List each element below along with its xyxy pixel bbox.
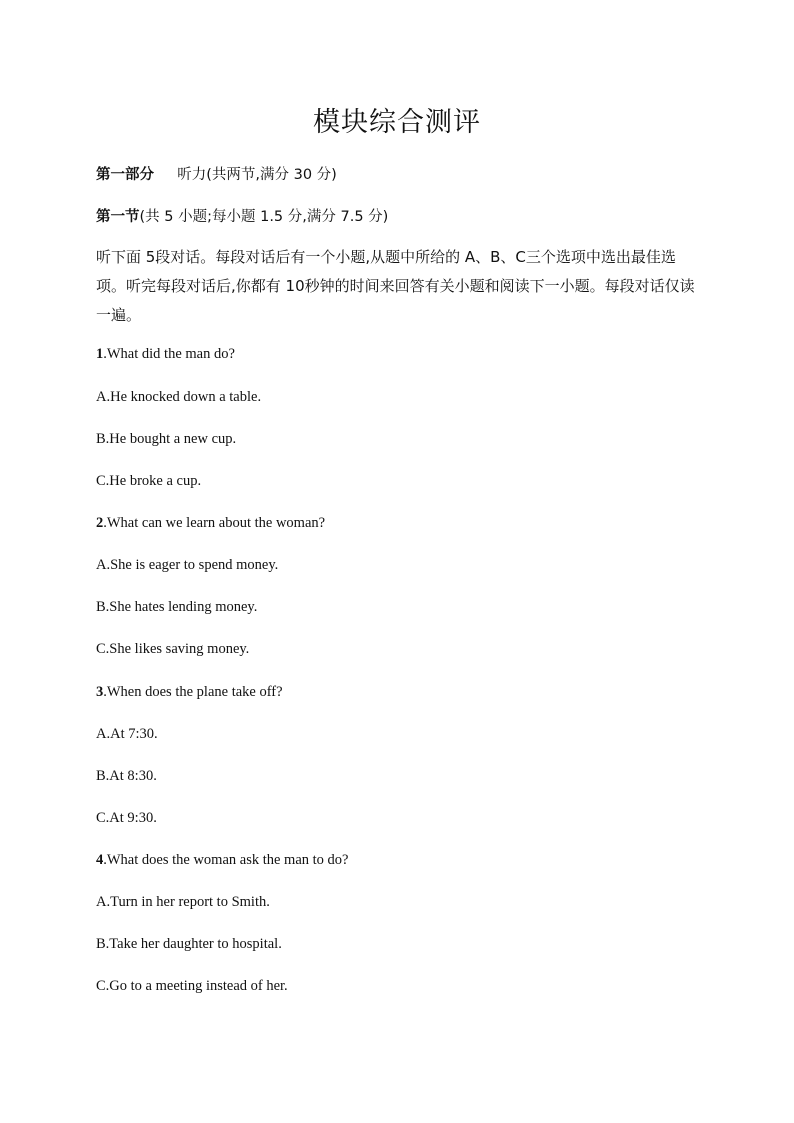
question-3 [96, 684, 283, 701]
question-3-option-c: C.At 9:30. [96, 810, 157, 826]
question-3-option-a: A.At 7:30. [96, 726, 158, 742]
part-heading [96, 163, 337, 184]
question-stem: .When does the plane take off? [103, 684, 283, 700]
question-number: 4 [96, 852, 104, 868]
question-1-option-b: B.He bought a new cup. [96, 431, 237, 447]
part-heading-text: 听力(共两节,满分 30 分) [177, 167, 337, 183]
question-stem: .What can we learn about the woman? [103, 515, 326, 531]
question-stem: .What did the man do? [103, 346, 235, 362]
question-number: 1 [96, 346, 104, 362]
section-heading [96, 205, 388, 226]
question-4-option-a: A.Turn in her report to Smith. [96, 894, 270, 910]
question-number: 2 [96, 515, 104, 531]
page-title: 模块综合测评 [313, 107, 481, 138]
question-4-option-b: B.Take her daughter to hospital. [96, 936, 282, 952]
question-2-option-a: A.She is eager to spend money. [96, 557, 279, 573]
question-4 [96, 852, 348, 869]
question-2-option-b: B.She hates lending money. [96, 599, 258, 615]
part-heading-label: 第一部分 [96, 167, 154, 183]
question-1 [96, 346, 235, 363]
question-1-option-a: A.He knocked down a table. [96, 389, 262, 405]
question-number: 3 [96, 684, 104, 700]
section-heading-label: 第一节 [96, 209, 140, 225]
question-2 [96, 515, 325, 532]
question-2-option-c: C.She likes saving money. [96, 641, 250, 657]
question-3-option-b: B.At 8:30. [96, 768, 157, 784]
section-heading-text: (共 5 小题;每小题 1.5 分,满分 7.5 分) [139, 209, 389, 225]
question-1-option-c: C.He broke a cup. [96, 473, 202, 489]
instructions-paragraph: 听下面 5段对话。每段对话后有一个小题,从题中所给的 A、B、C三个选项中选出最佳选项。听完每段对话后,你都有 10秒钟的时间来回答有关小题和阅读下一小题。每段对话仅读一遍。 [96, 248, 695, 324]
question-stem: .What does the woman ask the man to do? [103, 852, 349, 868]
question-4-option-c: C.Go to a meeting instead of her. [96, 978, 288, 994]
